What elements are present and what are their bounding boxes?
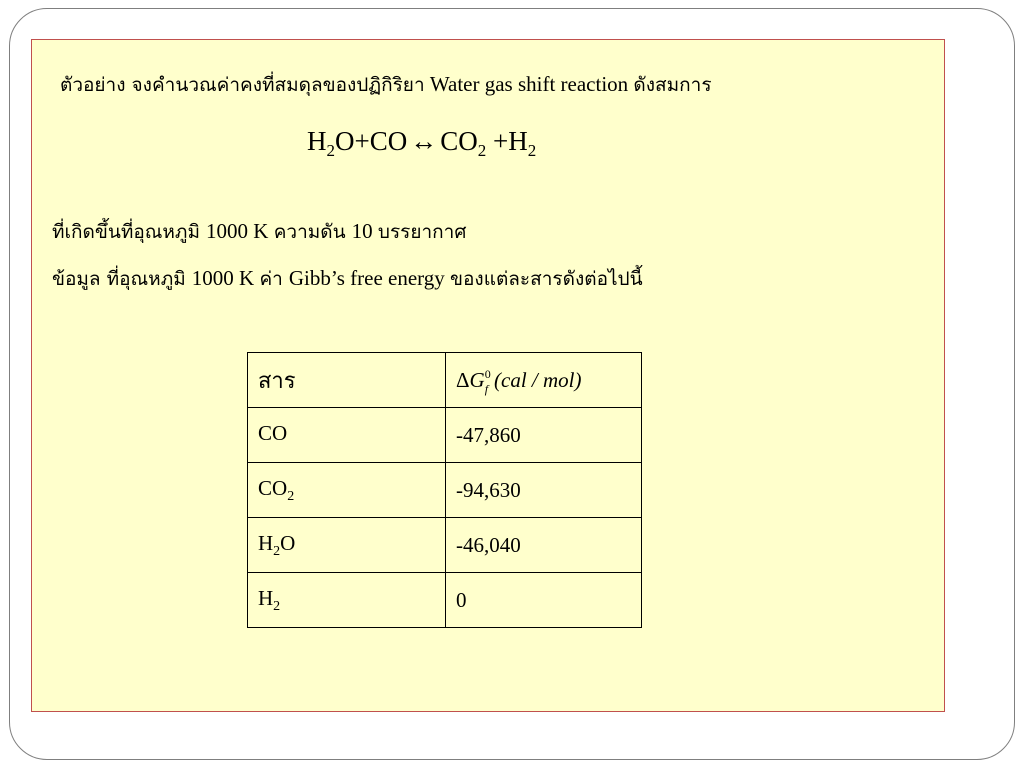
substance-formula: CO xyxy=(258,475,288,500)
table-row xyxy=(248,463,642,518)
header-substance-cell xyxy=(248,353,446,408)
gibbs-energy-table xyxy=(247,352,642,628)
eq-h2o-sub: 2 xyxy=(326,141,335,160)
eq-h2-h: H xyxy=(508,126,528,156)
gibbs-value-cell: -47,860 xyxy=(446,408,642,463)
gibbs-value-cell: -94,630 xyxy=(446,463,642,518)
header-gibbs-cell xyxy=(446,353,642,408)
data-note-english: Gibb’s free energy xyxy=(288,266,451,290)
eq-co: CO xyxy=(369,126,408,156)
gibbs-value-cell: -46,040 xyxy=(446,518,642,573)
eq-h2o-o: O xyxy=(335,126,355,156)
eq-plus-1: + xyxy=(354,126,370,156)
substance-formula: H xyxy=(258,585,274,610)
eq-co2-sub: 2 xyxy=(477,141,487,160)
conditions-pressure: 10 xyxy=(351,219,378,243)
eq-h2o-h: H xyxy=(307,126,327,156)
delta-symbol: Δ xyxy=(456,367,470,392)
example-thai-prefix: ตัวอย่าง จงคำนวณค่าคงที่สมดุลของปฏิกิริยา xyxy=(60,74,425,96)
reaction-equation xyxy=(307,126,536,161)
conditions-thai-c: บรรยากาศ xyxy=(377,221,467,243)
data-note-temperature: 1000 K xyxy=(191,266,260,290)
substance-subscript: 2 xyxy=(287,488,295,504)
substance-formula: CO xyxy=(258,420,288,445)
data-note-thai-c: ของแต่ละสารดังต่อไปนี้ xyxy=(450,268,643,290)
substance-subscript: 2 xyxy=(273,543,281,559)
data-note xyxy=(52,264,643,294)
table-row xyxy=(248,573,642,628)
table-header-row xyxy=(248,353,642,408)
substance-cell xyxy=(248,463,446,518)
conditions-thai-b: ความดัน xyxy=(273,221,352,243)
substance-cell xyxy=(248,573,446,628)
gibbs-units: (cal / mol) xyxy=(494,367,582,392)
data-note-thai-a: ข้อมูล ที่อุณหภูมิ xyxy=(52,268,192,290)
data-note-thai-b: ค่า xyxy=(259,268,289,290)
header-substance-label: สาร xyxy=(258,368,296,394)
table-row xyxy=(248,518,642,573)
substance-cell xyxy=(248,518,446,573)
reaction-conditions xyxy=(52,217,466,247)
example-prompt xyxy=(60,70,712,100)
example-english: Water gas shift reaction xyxy=(424,72,634,96)
table-row xyxy=(248,408,642,463)
formation-subscript: f xyxy=(484,381,489,396)
conditions-temperature: 1000 K xyxy=(206,219,274,243)
substance-formula: H xyxy=(258,530,274,555)
substance-formula-tail: O xyxy=(280,530,296,555)
standard-state-superscript: 0 xyxy=(484,366,491,381)
gibbs-value-cell: 0 xyxy=(446,573,642,628)
gibbs-symbol: G xyxy=(469,367,485,392)
eq-co2-co: CO xyxy=(440,126,478,156)
substance-cell xyxy=(248,408,446,463)
eq-plus-2: + xyxy=(486,126,509,156)
eq-h2-sub: 2 xyxy=(527,141,537,160)
example-thai-suffix: ดังสมการ xyxy=(633,74,712,96)
equilibrium-arrow-icon: ↔ xyxy=(410,126,438,156)
conditions-thai-a: ที่เกิดขึ้นที่อุณหภูมิ xyxy=(52,221,207,243)
substance-subscript: 2 xyxy=(273,598,281,614)
